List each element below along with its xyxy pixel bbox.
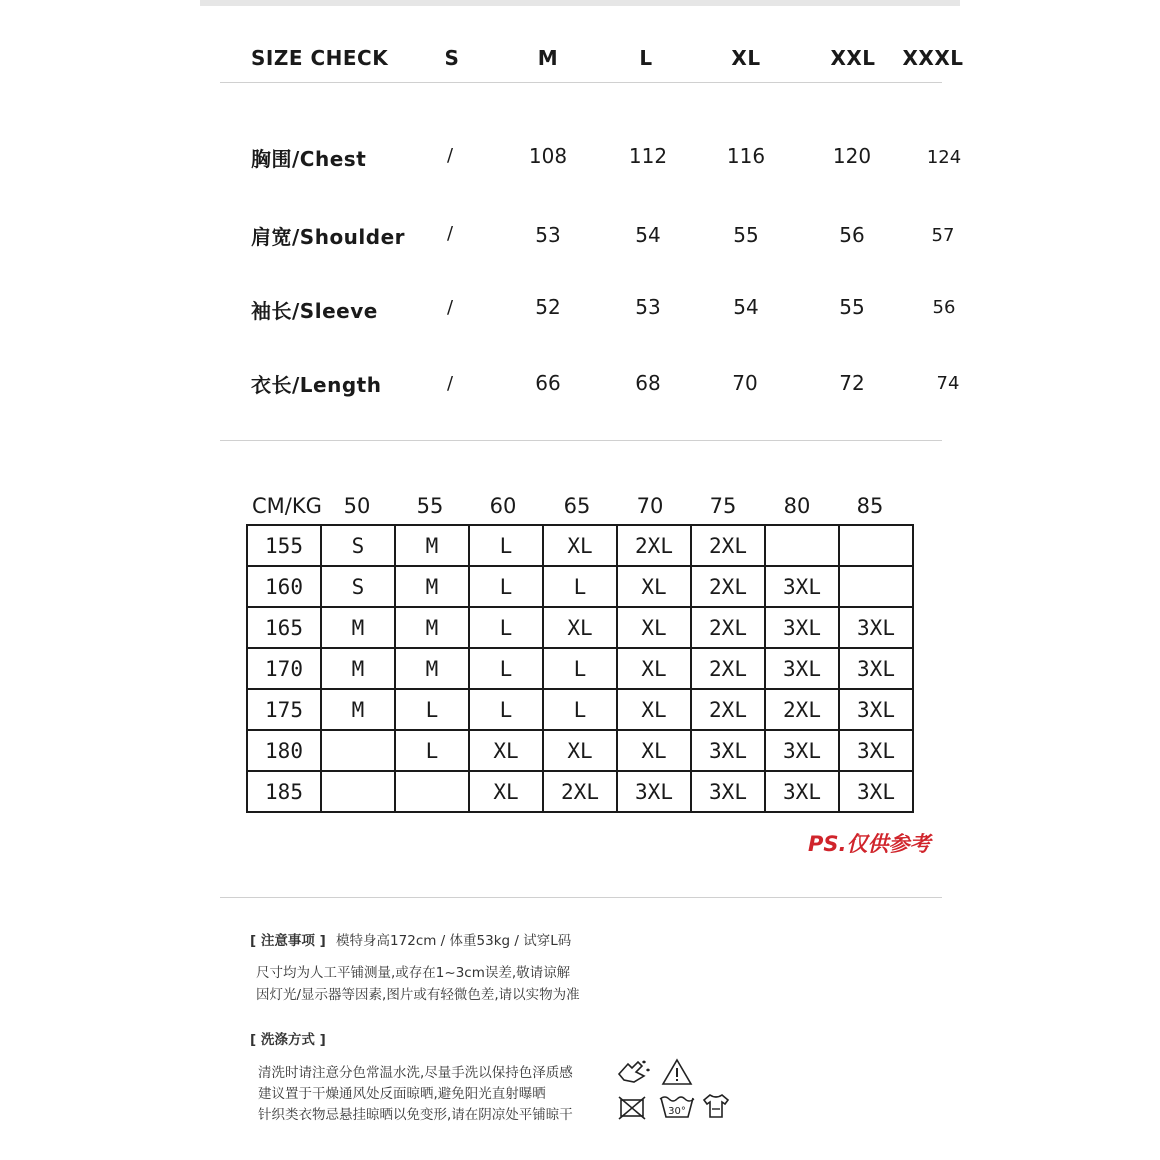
size-cell xyxy=(839,566,913,607)
size-cell: L xyxy=(469,689,543,730)
value-l: 53 xyxy=(635,295,661,319)
wash-line-1: 清洗时请注意分色常温水洗,尽量手洗以保持色泽质感 xyxy=(258,1065,573,1081)
size-cell: XL xyxy=(617,730,691,771)
value-l: 112 xyxy=(628,144,668,168)
size-cell: 3XL xyxy=(765,607,839,648)
weight-header: 55 xyxy=(416,494,444,518)
size-cell: L xyxy=(395,689,469,730)
size-cell: 3XL xyxy=(691,771,765,812)
size-cell: L xyxy=(543,648,617,689)
size-header-l: L xyxy=(639,46,653,70)
value-l: 68 xyxy=(635,371,661,395)
size-cell: 3XL xyxy=(839,648,913,689)
size-cell: 2XL xyxy=(543,771,617,812)
size-cell: XL xyxy=(617,607,691,648)
row-label: 衣长/Length xyxy=(251,373,382,397)
weight-header: 65 xyxy=(563,494,591,518)
size-recommendation-table xyxy=(246,524,914,813)
size-cell: XL xyxy=(543,730,617,771)
size-cell: 3XL xyxy=(765,771,839,812)
size-cell xyxy=(395,771,469,812)
size-cell: 2XL xyxy=(691,525,765,566)
size-cell: M xyxy=(395,525,469,566)
value-xxl: 72 xyxy=(839,371,865,395)
size-cell: XL xyxy=(469,771,543,812)
value-m: 52 xyxy=(535,295,561,319)
size-check-title: SIZE CHECK xyxy=(251,46,389,70)
dry-flat-shirt-icon xyxy=(700,1092,732,1120)
wash-line-2: 建议置于干燥通风处反面晾晒,避免阳光直射曝晒 xyxy=(258,1086,546,1102)
size-header-xl: XL xyxy=(731,46,761,70)
size-cell: 3XL xyxy=(691,730,765,771)
table-row xyxy=(247,689,913,730)
value-l: 54 xyxy=(635,223,661,247)
row-label: 袖长/Sleeve xyxy=(251,299,378,323)
weight-header: 70 xyxy=(636,494,664,518)
table-row xyxy=(247,730,913,771)
size-cell: 3XL xyxy=(839,771,913,812)
row-label: 胸围/Chest xyxy=(251,147,367,171)
value-s: / xyxy=(447,297,454,318)
weight-header: 60 xyxy=(489,494,517,518)
weight-header: 85 xyxy=(856,494,884,518)
value-xxxl: 56 xyxy=(932,297,956,318)
value-m: 66 xyxy=(535,371,561,395)
size-cell: M xyxy=(395,566,469,607)
value-xxl: 120 xyxy=(832,144,872,168)
no-tumble-dry-icon xyxy=(618,1095,646,1121)
size-cell: 3XL xyxy=(765,730,839,771)
table-row xyxy=(247,648,913,689)
size-header-xxl: XXL xyxy=(830,46,876,70)
size-cell: 2XL xyxy=(765,689,839,730)
value-xl: 70 xyxy=(732,371,758,395)
hand-wash-icon xyxy=(616,1058,650,1088)
size-cell: 2XL xyxy=(691,648,765,689)
value-xxxl: 57 xyxy=(931,225,955,246)
size-cell: M xyxy=(321,607,395,648)
value-xxl: 56 xyxy=(839,223,865,247)
wash-temp-label: 30° xyxy=(668,1106,686,1117)
height-cell: 165 xyxy=(247,607,321,648)
value-xl: 55 xyxy=(733,223,759,247)
value-xl: 116 xyxy=(726,144,766,168)
size-cell: XL xyxy=(617,689,691,730)
size-cell: M xyxy=(321,689,395,730)
notes-divider xyxy=(220,897,942,898)
size-header-m: M xyxy=(537,46,559,70)
color-note: 因灯光/显示器等因素,图片或有轻微色差,请以实物为准 xyxy=(256,987,580,1003)
size-cell: 3XL xyxy=(617,771,691,812)
size-cell: XL xyxy=(469,730,543,771)
size-cell: L xyxy=(469,525,543,566)
value-m: 53 xyxy=(535,223,561,247)
size-cell: 3XL xyxy=(839,607,913,648)
grid-corner-label: CM/KG xyxy=(252,494,322,518)
size-cell: L xyxy=(543,689,617,730)
size-cell xyxy=(321,730,395,771)
size-cell: L xyxy=(469,566,543,607)
header-divider xyxy=(220,82,942,83)
size-cell: 2XL xyxy=(691,566,765,607)
size-cell: 3XL xyxy=(839,689,913,730)
size-cell: M xyxy=(321,648,395,689)
attention-title: [ 注意事项 ] xyxy=(250,933,326,949)
value-s: / xyxy=(447,223,454,244)
wash-line-3: 针织类衣物忌悬挂晾晒以免变形,请在阴凉处平铺晾干 xyxy=(258,1107,573,1123)
size-cell: L xyxy=(469,607,543,648)
size-cell: L xyxy=(543,566,617,607)
height-cell: 185 xyxy=(247,771,321,812)
size-cell: XL xyxy=(543,607,617,648)
table-row xyxy=(247,607,913,648)
size-cell: 2XL xyxy=(691,607,765,648)
size-cell: L xyxy=(469,648,543,689)
size-cell: XL xyxy=(543,525,617,566)
value-s: / xyxy=(447,373,454,394)
size-cell: XL xyxy=(617,566,691,607)
height-cell: 170 xyxy=(247,648,321,689)
wash-30-icon xyxy=(658,1093,696,1121)
attention-line xyxy=(250,929,571,949)
value-xxxl: 74 xyxy=(936,373,960,394)
size-cell xyxy=(321,771,395,812)
size-cell: S xyxy=(321,525,395,566)
size-cell: 3XL xyxy=(765,648,839,689)
size-cell: M xyxy=(395,607,469,648)
reference-only-note: PS.仅供参考 xyxy=(808,832,931,856)
row-label: 肩宽/Shoulder xyxy=(251,225,406,249)
wash-title: [ 洗涤方式 ] xyxy=(250,1032,326,1048)
model-info: 模特身高172cm / 体重53kg / 试穿L码 xyxy=(336,933,572,949)
size-header-xxxl: XXXL xyxy=(902,46,964,70)
table-row xyxy=(247,525,913,566)
height-cell: 180 xyxy=(247,730,321,771)
warning-triangle-icon xyxy=(661,1058,693,1086)
height-cell: 175 xyxy=(247,689,321,730)
height-cell: 160 xyxy=(247,566,321,607)
size-cell: 2XL xyxy=(691,689,765,730)
weight-header: 50 xyxy=(343,494,371,518)
size-cell: S xyxy=(321,566,395,607)
top-shade xyxy=(200,0,960,6)
size-cell xyxy=(839,525,913,566)
size-cell: XL xyxy=(617,648,691,689)
table-row xyxy=(247,566,913,607)
value-xxxl: 124 xyxy=(926,147,962,168)
size-cell: L xyxy=(395,730,469,771)
size-cell: 3XL xyxy=(839,730,913,771)
size-cell: 2XL xyxy=(617,525,691,566)
size-cell: 3XL xyxy=(765,566,839,607)
weight-header: 75 xyxy=(709,494,737,518)
value-xl: 54 xyxy=(733,295,759,319)
size-cell xyxy=(765,525,839,566)
weight-header: 80 xyxy=(783,494,811,518)
table-row xyxy=(247,771,913,812)
size-header-s: S xyxy=(444,46,460,70)
section-divider xyxy=(220,440,942,441)
height-cell: 155 xyxy=(247,525,321,566)
value-xxl: 55 xyxy=(839,295,865,319)
size-cell: M xyxy=(395,648,469,689)
value-s: / xyxy=(447,145,454,166)
measure-note: 尺寸均为人工平铺测量,或存在1~3cm误差,敬请谅解 xyxy=(256,965,571,981)
value-m: 108 xyxy=(528,144,568,168)
